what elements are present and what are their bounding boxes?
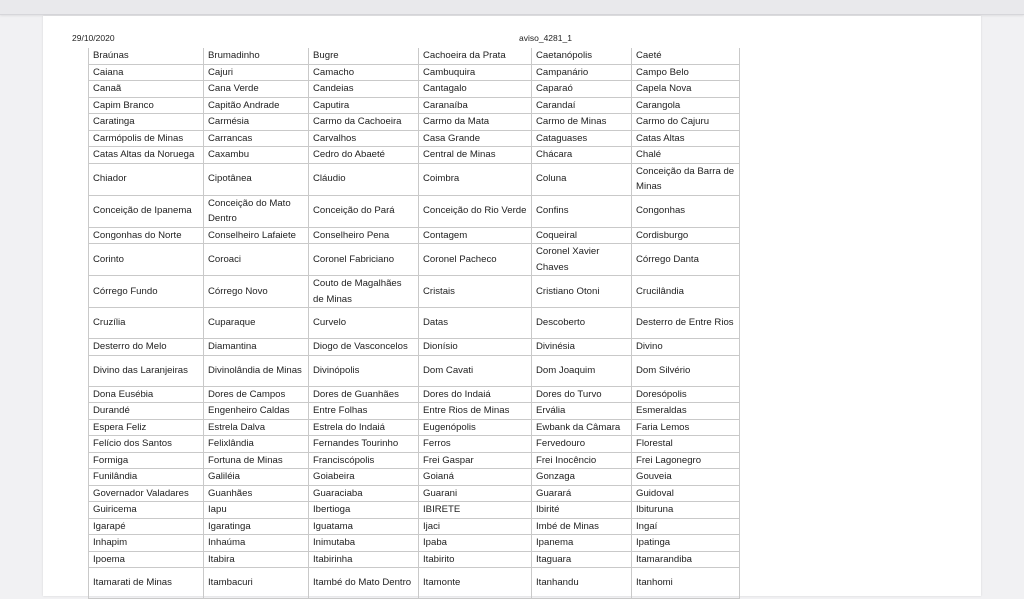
- table-cell: Ferros: [419, 436, 532, 453]
- table-cell: Ipatinga: [632, 535, 740, 552]
- table-cell: Fortuna de Minas: [204, 452, 309, 469]
- table-cell: Iapu: [204, 502, 309, 519]
- table-cell: Campanário: [532, 64, 632, 81]
- table-cell: Itanhomi: [632, 568, 740, 599]
- table-cell: Durandé: [89, 403, 204, 420]
- table-cell: Caparaó: [532, 81, 632, 98]
- table-cell: Itaguara: [532, 551, 632, 568]
- viewer-toolbar: [0, 0, 1024, 15]
- table-cell: Itamarandiba: [632, 551, 740, 568]
- table-cell: Conceição do Rio Verde: [419, 195, 532, 227]
- table-cell: Ibertioga: [309, 502, 419, 519]
- table-cell: Caratinga: [89, 114, 204, 131]
- table-cell: Itabirito: [419, 551, 532, 568]
- table-cell: Frei Gaspar: [419, 452, 532, 469]
- table-row: [89, 97, 740, 114]
- table-cell: Corinto: [89, 244, 204, 276]
- table-cell: Franciscópolis: [309, 452, 419, 469]
- table-cell: Canaã: [89, 81, 204, 98]
- table-cell: Coluna: [532, 163, 632, 195]
- table-cell: Dores do Turvo: [532, 386, 632, 403]
- table-cell: Itabirinha: [309, 551, 419, 568]
- table-cell: Entre Rios de Minas: [419, 403, 532, 420]
- table-cell: Conselheiro Pena: [309, 227, 419, 244]
- table-row: [89, 64, 740, 81]
- table-cell: Cristais: [419, 276, 532, 308]
- table-cell: Cuparaque: [204, 308, 309, 339]
- municipalities-table: [88, 48, 740, 599]
- table-cell: Conselheiro Lafaiete: [204, 227, 309, 244]
- table-row: [89, 48, 740, 64]
- table-row: [89, 403, 740, 420]
- table-cell: Couto de Magalhães de Minas: [309, 276, 419, 308]
- table-cell: Ibituruna: [632, 502, 740, 519]
- table-cell: Chácara: [532, 147, 632, 164]
- table-cell: Gouveia: [632, 469, 740, 486]
- table-cell: Itamarati de Minas: [89, 568, 204, 599]
- table-cell: Córrego Fundo: [89, 276, 204, 308]
- table-cell: Dom Silvério: [632, 355, 740, 386]
- table-cell: Cruzília: [89, 308, 204, 339]
- table-cell: Goiabeira: [309, 469, 419, 486]
- table-cell: Faria Lemos: [632, 419, 740, 436]
- table-cell: Estrela Dalva: [204, 419, 309, 436]
- table-cell: Desterro do Melo: [89, 339, 204, 356]
- table-cell: Carmo de Minas: [532, 114, 632, 131]
- table-cell: Cláudio: [309, 163, 419, 195]
- table-cell: Igaratinga: [204, 518, 309, 535]
- table-cell: Congonhas: [632, 195, 740, 227]
- table-cell: Central de Minas: [419, 147, 532, 164]
- table-cell: Córrego Danta: [632, 244, 740, 276]
- table-cell: Carrancas: [204, 130, 309, 147]
- table-cell: Itamonte: [419, 568, 532, 599]
- table-cell: Dionísio: [419, 339, 532, 356]
- table-cell: Iguatama: [309, 518, 419, 535]
- table-cell: Cajuri: [204, 64, 309, 81]
- table-cell: Confins: [532, 195, 632, 227]
- table-cell: Florestal: [632, 436, 740, 453]
- table-cell: Guaraciaba: [309, 485, 419, 502]
- document-title: aviso_4281_1: [519, 33, 572, 43]
- table-row: [89, 518, 740, 535]
- table-cell: Governador Valadares: [89, 485, 204, 502]
- table-cell: Dom Joaquim: [532, 355, 632, 386]
- table-row: [89, 195, 740, 227]
- table-cell: Catas Altas: [632, 130, 740, 147]
- table-cell: Cipotânea: [204, 163, 309, 195]
- table-cell: Itabira: [204, 551, 309, 568]
- table-cell: Cantagalo: [419, 81, 532, 98]
- table-row: [89, 452, 740, 469]
- table-cell: Chiador: [89, 163, 204, 195]
- table-row: [89, 436, 740, 453]
- table-cell: Capim Branco: [89, 97, 204, 114]
- table-cell: Braúnas: [89, 48, 204, 64]
- table-cell: Conceição do Mato Dentro: [204, 195, 309, 227]
- table-cell: Felício dos Santos: [89, 436, 204, 453]
- table-row: [89, 469, 740, 486]
- table-cell: Itambé do Mato Dentro: [309, 568, 419, 599]
- table-cell: Formiga: [89, 452, 204, 469]
- table-cell: Divinésia: [532, 339, 632, 356]
- table-cell: Ipaba: [419, 535, 532, 552]
- table-cell: Guiricema: [89, 502, 204, 519]
- table-cell: Guanhães: [204, 485, 309, 502]
- table-cell: Conceição da Barra de Minas: [632, 163, 740, 195]
- table-cell: Caeté: [632, 48, 740, 64]
- table-cell: Carmésia: [204, 114, 309, 131]
- table-cell: Galiléia: [204, 469, 309, 486]
- table-row: [89, 130, 740, 147]
- table-cell: Coroaci: [204, 244, 309, 276]
- table-cell: Carmo da Mata: [419, 114, 532, 131]
- table-cell: Brumadinho: [204, 48, 309, 64]
- table-cell: Curvelo: [309, 308, 419, 339]
- table-cell: Doresópolis: [632, 386, 740, 403]
- table-cell: Imbé de Minas: [532, 518, 632, 535]
- table-cell: Desterro de Entre Rios: [632, 308, 740, 339]
- table-cell: Capela Nova: [632, 81, 740, 98]
- table-cell: Igarapé: [89, 518, 204, 535]
- table-row: [89, 568, 740, 599]
- table-cell: IBIRETE: [419, 502, 532, 519]
- table-cell: Fernandes Tourinho: [309, 436, 419, 453]
- table-cell: Candeias: [309, 81, 419, 98]
- table-row: [89, 81, 740, 98]
- table-cell: Divino das Laranjeiras: [89, 355, 204, 386]
- table-row: [89, 419, 740, 436]
- document-page: [43, 16, 981, 596]
- table-cell: Felixlândia: [204, 436, 309, 453]
- table-cell: Córrego Novo: [204, 276, 309, 308]
- table-row: [89, 502, 740, 519]
- table-row: [89, 535, 740, 552]
- table-cell: Ibirité: [532, 502, 632, 519]
- table-cell: Ipoema: [89, 551, 204, 568]
- table-cell: Caxambu: [204, 147, 309, 164]
- table-cell: Caetanópolis: [532, 48, 632, 64]
- table-cell: Dona Eusébia: [89, 386, 204, 403]
- table-cell: Bugre: [309, 48, 419, 64]
- table-row: [89, 308, 740, 339]
- table-cell: Esmeraldas: [632, 403, 740, 420]
- table-cell: Carvalhos: [309, 130, 419, 147]
- table-cell: Divino: [632, 339, 740, 356]
- table-cell: Coronel Pacheco: [419, 244, 532, 276]
- table-cell: Coqueiral: [532, 227, 632, 244]
- table-cell: Eugenópolis: [419, 419, 532, 436]
- table-cell: Conceição do Pará: [309, 195, 419, 227]
- table-cell: Fervedouro: [532, 436, 632, 453]
- table-cell: Cristiano Otoni: [532, 276, 632, 308]
- table-cell: Diogo de Vasconcelos: [309, 339, 419, 356]
- table-cell: Cedro do Abaeté: [309, 147, 419, 164]
- table-cell: Coimbra: [419, 163, 532, 195]
- table-cell: Engenheiro Caldas: [204, 403, 309, 420]
- table-row: [89, 551, 740, 568]
- table-row: [89, 386, 740, 403]
- table-cell: Caputira: [309, 97, 419, 114]
- table-cell: Dores de Guanhães: [309, 386, 419, 403]
- table-cell: Cambuquira: [419, 64, 532, 81]
- table-cell: Catas Altas da Noruega: [89, 147, 204, 164]
- table-cell: Caiana: [89, 64, 204, 81]
- table-row: [89, 485, 740, 502]
- table-cell: Congonhas do Norte: [89, 227, 204, 244]
- table-row: [89, 355, 740, 386]
- table-cell: Dores de Campos: [204, 386, 309, 403]
- table-cell: Caranaíba: [419, 97, 532, 114]
- table-cell: Crucilândia: [632, 276, 740, 308]
- table-row: [89, 147, 740, 164]
- table-cell: Carandaí: [532, 97, 632, 114]
- table-cell: Frei Lagonegro: [632, 452, 740, 469]
- table-cell: Ipanema: [532, 535, 632, 552]
- table-cell: Carmo do Cajuru: [632, 114, 740, 131]
- table-cell: Inhaúma: [204, 535, 309, 552]
- table-cell: Inimutaba: [309, 535, 419, 552]
- print-date: 29/10/2020: [72, 33, 115, 43]
- table-cell: Coronel Fabriciano: [309, 244, 419, 276]
- table-cell: Inhapim: [89, 535, 204, 552]
- table-row: [89, 339, 740, 356]
- table-cell: Campo Belo: [632, 64, 740, 81]
- table-cell: Dores do Indaiá: [419, 386, 532, 403]
- table-cell: Divinópolis: [309, 355, 419, 386]
- table-cell: Carmo da Cachoeira: [309, 114, 419, 131]
- table-cell: Frei Inocêncio: [532, 452, 632, 469]
- table-cell: Divinolândia de Minas: [204, 355, 309, 386]
- table-cell: Ervália: [532, 403, 632, 420]
- table-cell: Camacho: [309, 64, 419, 81]
- table-cell: Guarani: [419, 485, 532, 502]
- table-cell: Cachoeira da Prata: [419, 48, 532, 64]
- table-row: [89, 227, 740, 244]
- table-cell: Chalé: [632, 147, 740, 164]
- table-cell: Conceição de Ipanema: [89, 195, 204, 227]
- table-cell: Datas: [419, 308, 532, 339]
- table-cell: Casa Grande: [419, 130, 532, 147]
- table-cell: Gonzaga: [532, 469, 632, 486]
- table-cell: Goianá: [419, 469, 532, 486]
- table-cell: Estrela do Indaiá: [309, 419, 419, 436]
- table-cell: Diamantina: [204, 339, 309, 356]
- table-cell: Entre Folhas: [309, 403, 419, 420]
- table-cell: Cana Verde: [204, 81, 309, 98]
- table-cell: Espera Feliz: [89, 419, 204, 436]
- table-cell: Cordisburgo: [632, 227, 740, 244]
- table-row: [89, 276, 740, 308]
- table-cell: Dom Cavati: [419, 355, 532, 386]
- table-cell: Ijaci: [419, 518, 532, 535]
- table-cell: Carangola: [632, 97, 740, 114]
- table-cell: Itanhandu: [532, 568, 632, 599]
- table-row: [89, 244, 740, 276]
- table-cell: Contagem: [419, 227, 532, 244]
- table-cell: Funilândia: [89, 469, 204, 486]
- table-cell: Carmópolis de Minas: [89, 130, 204, 147]
- table-cell: Guidoval: [632, 485, 740, 502]
- table-row: [89, 163, 740, 195]
- table-cell: Guarará: [532, 485, 632, 502]
- table-cell: Itambacuri: [204, 568, 309, 599]
- table-row: [89, 114, 740, 131]
- table-cell: Cataguases: [532, 130, 632, 147]
- table-cell: Ingaí: [632, 518, 740, 535]
- table-cell: Descoberto: [532, 308, 632, 339]
- table-cell: Coronel Xavier Chaves: [532, 244, 632, 276]
- table-cell: Ewbank da Câmara: [532, 419, 632, 436]
- table-cell: Capitão Andrade: [204, 97, 309, 114]
